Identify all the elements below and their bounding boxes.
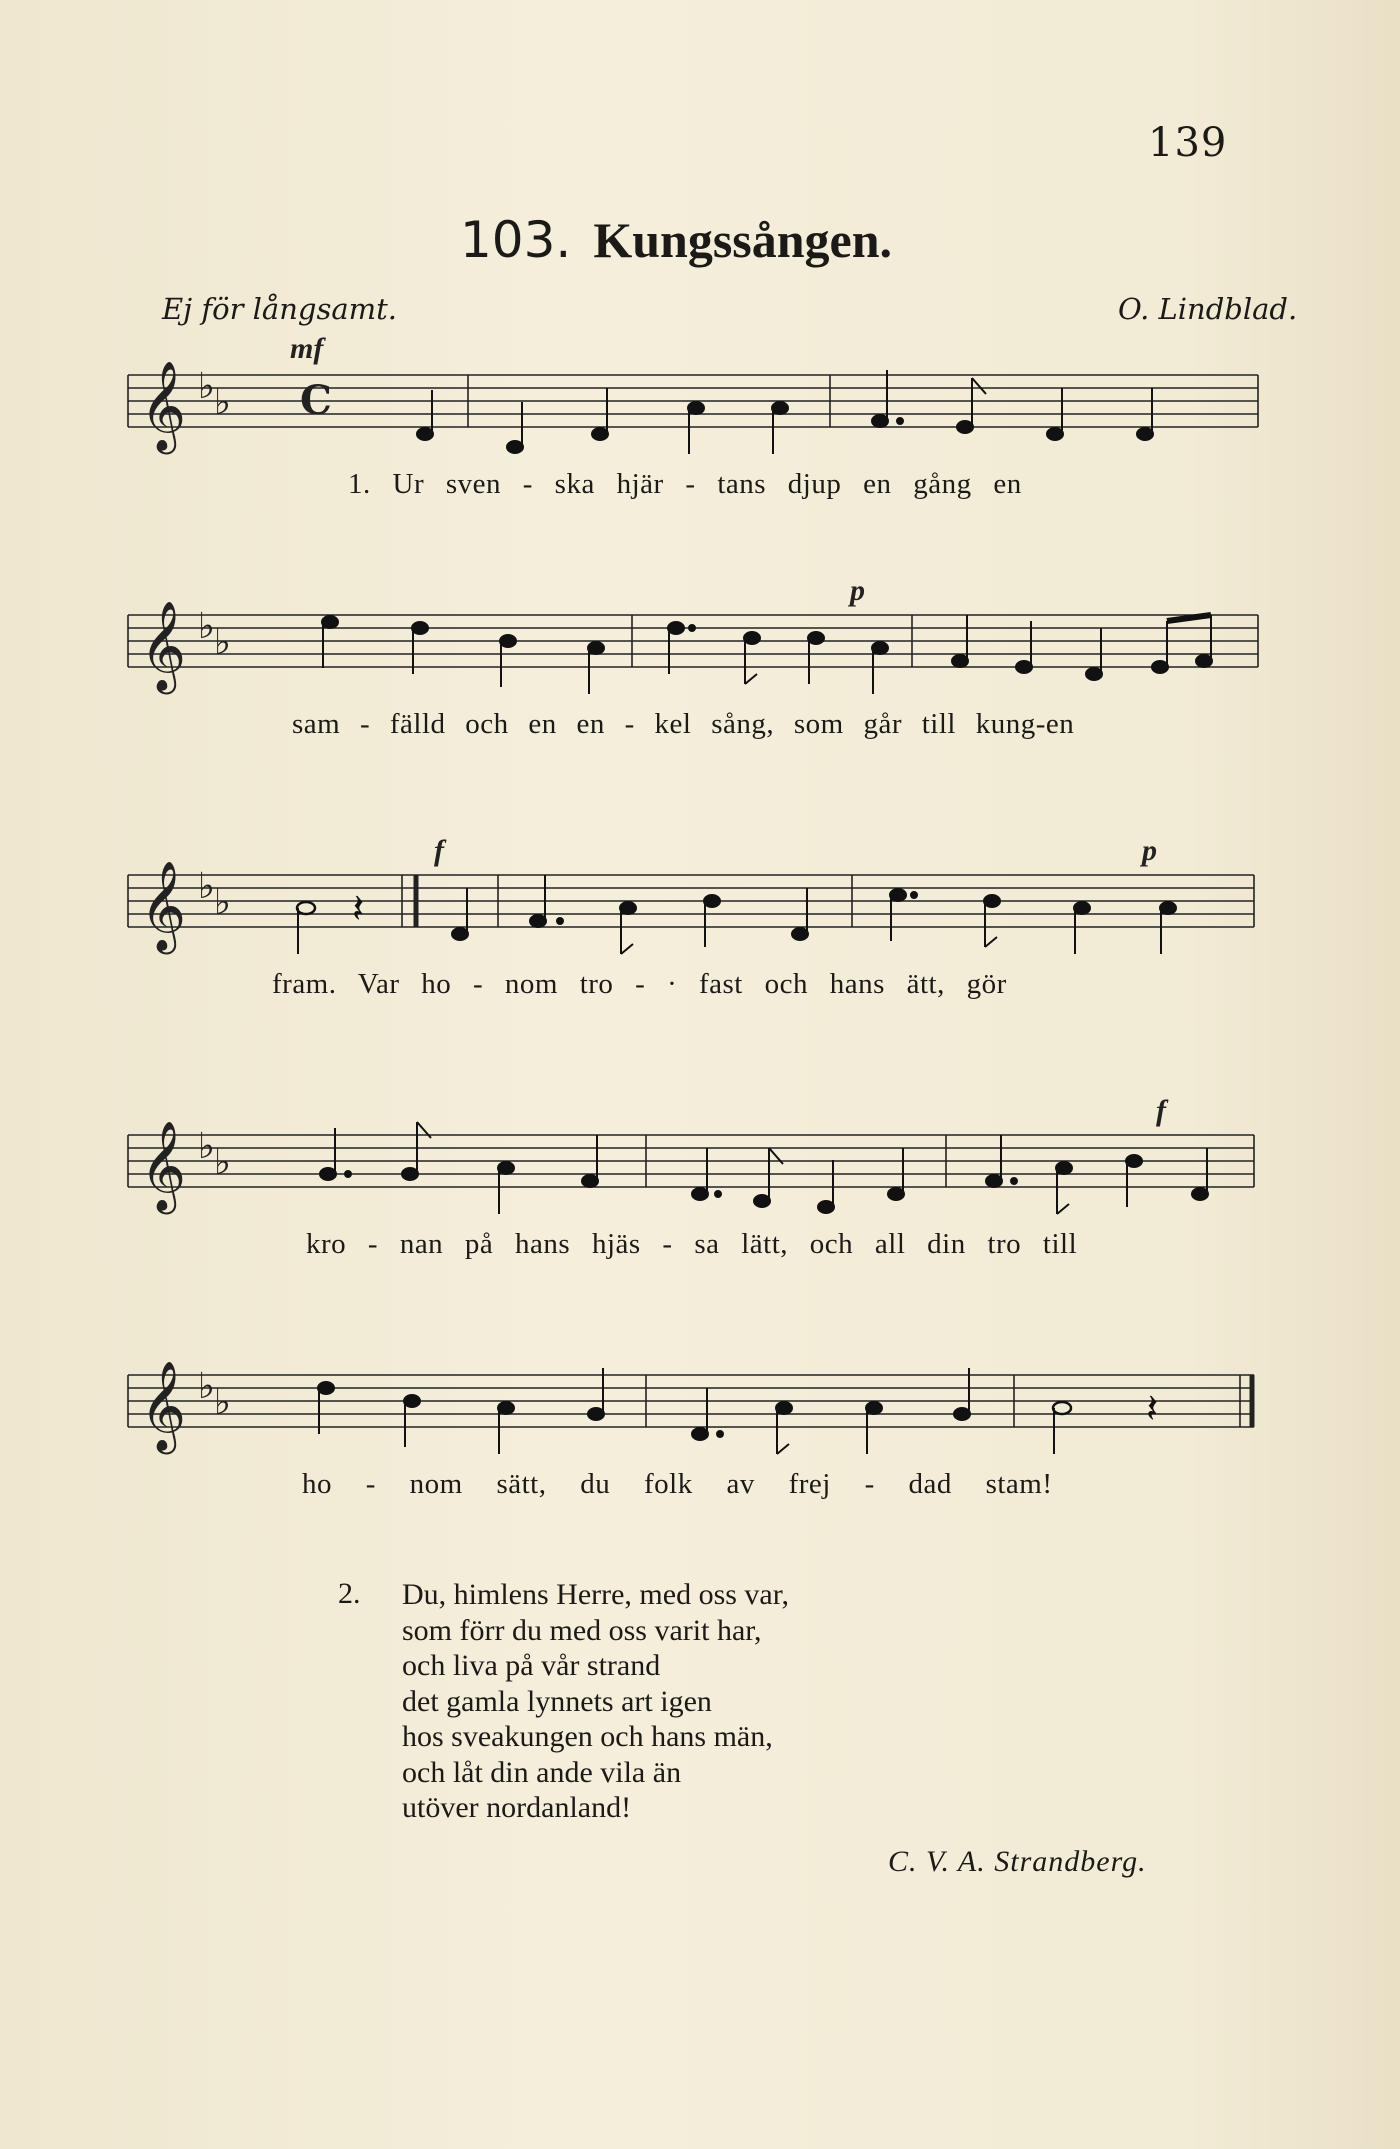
staff-1-notation xyxy=(0,330,1400,460)
lyrics-line-5: ho - nom sätt, du folk av frej - dad stam! xyxy=(302,1468,1053,1500)
staff-2-notation xyxy=(0,570,1400,700)
treble-clef-icon: 𝄞 xyxy=(140,861,187,951)
flat-sign-icon: ♭ xyxy=(198,1126,215,1167)
treble-clef-icon: 𝄞 xyxy=(140,1361,187,1451)
flat-sign-icon: ♭ xyxy=(198,366,215,407)
music-system-4 xyxy=(0,1090,1400,1290)
verse-line: hos sveakungen och hans män, xyxy=(402,1720,773,1753)
flat-sign-icon: ♭ xyxy=(214,882,231,923)
staff-3-notation xyxy=(0,830,1400,960)
staff-4-notation xyxy=(0,1090,1400,1220)
lyricist-credit: C. V. A. Strandberg. xyxy=(888,1845,1147,1878)
dynamic-p: p xyxy=(850,574,865,607)
flat-sign-icon: ♭ xyxy=(214,382,231,423)
music-system-2 xyxy=(0,570,1400,770)
verse-line: Du, himlens Herre, med oss var, xyxy=(402,1578,790,1611)
composer-credit: O. Lindblad. xyxy=(1118,292,1298,326)
verse-line: och låt din ande vila än xyxy=(402,1755,682,1789)
music-system-1 xyxy=(0,330,1400,530)
page-number: 139 xyxy=(1148,120,1228,166)
treble-clef-icon: 𝄞 xyxy=(140,361,187,451)
flat-sign-icon: ♭ xyxy=(214,1142,231,1183)
svg-text:𝄽: 𝄽 xyxy=(1146,1386,1159,1432)
staff-5-notation xyxy=(0,1330,1400,1460)
lyrics-line-3: fram. Var ho - nom tro - · fast och hans ätt, gör xyxy=(272,968,1007,1000)
lyrics-line-4: kro - nan på hans hjäs - sa lätt, och all din tro till xyxy=(306,1228,1078,1260)
verse-line: som förr du med oss varit har, xyxy=(402,1613,762,1647)
dynamic-p: p xyxy=(1142,834,1157,867)
verse-2-number: 2. xyxy=(338,1577,361,1610)
verse-line: utöver nordanland! xyxy=(402,1791,632,1824)
lyrics-line-1: 1. Ur sven - ska hjär - tans djup en gång en xyxy=(348,468,1022,500)
hymn-title xyxy=(460,210,892,269)
hymn-name: Kungssången. xyxy=(593,212,893,268)
flat-sign-icon: ♭ xyxy=(198,866,215,907)
music-system-5 xyxy=(0,1330,1400,1530)
dynamic-mf: mf xyxy=(290,332,324,365)
treble-clef-icon: 𝄞 xyxy=(140,601,187,691)
dynamic-f: f xyxy=(434,834,444,867)
dynamic-f: f xyxy=(1156,1094,1166,1127)
common-time-icon: C xyxy=(300,377,332,424)
verse-2-text xyxy=(402,1577,789,1826)
tempo-marking: Ej för långsamt. xyxy=(162,292,398,326)
treble-clef-icon: 𝄞 xyxy=(140,1121,187,1211)
flat-sign-icon: ♭ xyxy=(198,606,215,647)
verse-line: och liva på vår strand xyxy=(402,1649,661,1682)
flat-sign-icon: ♭ xyxy=(198,1366,215,1407)
svg-text:𝄽: 𝄽 xyxy=(352,886,365,932)
lyrics-line-2: sam - fälld och en en - kel sång, som går till kung-en xyxy=(292,708,1075,740)
hymn-number: 103. xyxy=(460,211,572,269)
flat-sign-icon: ♭ xyxy=(214,1382,231,1423)
verse-line: det gamla lynnets art igen xyxy=(402,1684,712,1718)
flat-sign-icon: ♭ xyxy=(214,622,231,663)
music-system-3 xyxy=(0,830,1400,1030)
